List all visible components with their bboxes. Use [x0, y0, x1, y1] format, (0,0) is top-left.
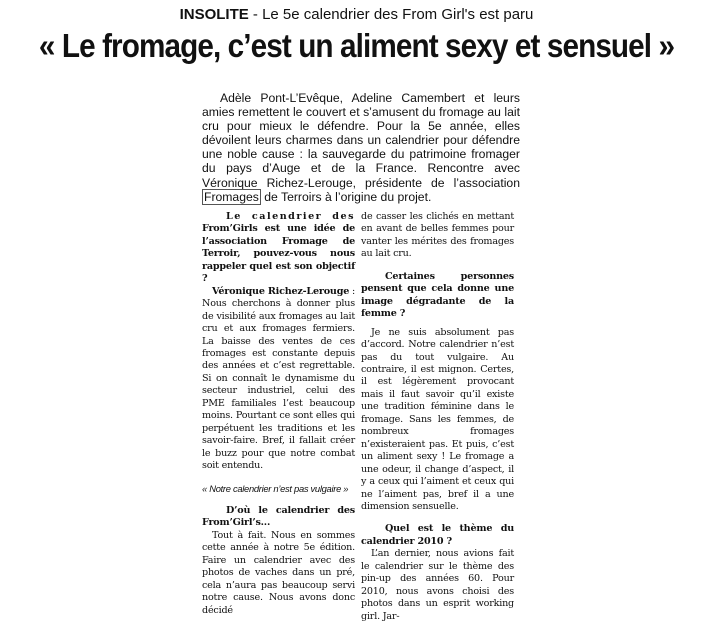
answer-2-continued: de casser les clichés en mettant en avant de belles femmes pour vanter les mérites des fromages au lait cru. [361, 211, 514, 260]
answer-4 [361, 548, 514, 623]
question-3-text: Certaines personnes pensent que cela donne une image dégradante de la femme ? [361, 270, 514, 320]
answer-1 [202, 286, 355, 473]
question-4-text: Quel est le thème du calendrier 2010 ? [361, 523, 514, 547]
chapo-text: Adèle Pont-L’Evêque, Adeline Camembert et leurs amies remettent le couvert et s’amusent du fromage au lait cru pour mieux le défendre. Pour la 5e année, elles dévoilent leurs charmes dans un calendrier pour défendre une noble cause : la sauvegarde du patrimoine fromager du pays d’Auge et de la France. Rencontre avec Véronique Richez-Lerouge, présidente de l’association [202, 91, 520, 190]
answer-4-text: L’an dernier, nous avions fait le calendrier sur le thème des pin-up des années 60. Pour 2010, nous avons choisi des photos dans un esprit working girl. Jar- [361, 548, 514, 622]
question-1-text: From’Girls est une idée de l’association Fromage de Terroir, pouvez-vous nous rappeler quel est son objectif ? [202, 223, 355, 285]
question-2-text: D’où le calendrier des From’Girl’s... [202, 504, 355, 529]
answer-2 [202, 530, 355, 617]
highlighted-word: Fromages [204, 189, 259, 204]
question-2 [202, 505, 355, 530]
answer-2-text: Tout à fait. Nous en sommes cette année à notre 5e édition. Faire un calendrier avec des photos de vaches dans un pré, cela n’aura pas beaucoup servi notre cause. Nous avons donc décidé [202, 529, 355, 616]
column-left [202, 211, 355, 617]
pull-quote: « Notre calendrier n’est pas vulgaire » [202, 482, 349, 494]
answer-3-text: Je ne suis absolument pas d’accord. Notre calendrier n’est pas du tout vulgaire. Au contraire, il est mignon. Certes, il est légèrement provocant mais il faut savoir qu’il existe une tradition féminine dans le fromage. Sans les femmes, de nombreux fromages n’existeraient pas. Et puis, c’est un aliment sexy ! Le fromage a une odeur, il change d’aspect, il y a ceux qui l’aiment et ceux qui ne l’aiment pas, bref il a une dimension sensuelle. [361, 326, 514, 512]
chapo-text-end: de Terroirs à l’origine du projet. [260, 189, 432, 204]
kicker-tag: INSOLITE [179, 6, 249, 23]
kicker-text: - Le 5e calendrier des From Girl's est paru [248, 6, 534, 23]
answer-1-text: : Nous cherchons à donner plus de visibilité aux fromages au lait cru et aux fromages fermiers. La baisse des ventes de ces fromages est constante depuis des années et c’est regrettable. Si on connaît le dynamisme du secteur industriel, celui des PME familiales l’est beaucoup moins. Pourtant ce sont elles qui perpétuent les traditions et les savoir-faire. Bref, il fallait créer le buzz pour que notre combat soit entendu. [202, 285, 356, 472]
answer-3 [361, 327, 514, 514]
question-4 [361, 523, 514, 548]
column-right [361, 211, 514, 623]
question-1 [202, 211, 355, 286]
answer-1-speaker: Véronique Richez-Lerouge [212, 285, 350, 297]
chapo [202, 91, 520, 204]
question-3 [361, 271, 514, 321]
kicker [0, 6, 713, 24]
headline: « Le fromage, c’est un aliment sexy et sensuel » [38, 27, 675, 64]
question-1-lead: Le calendrier des [226, 211, 355, 222]
